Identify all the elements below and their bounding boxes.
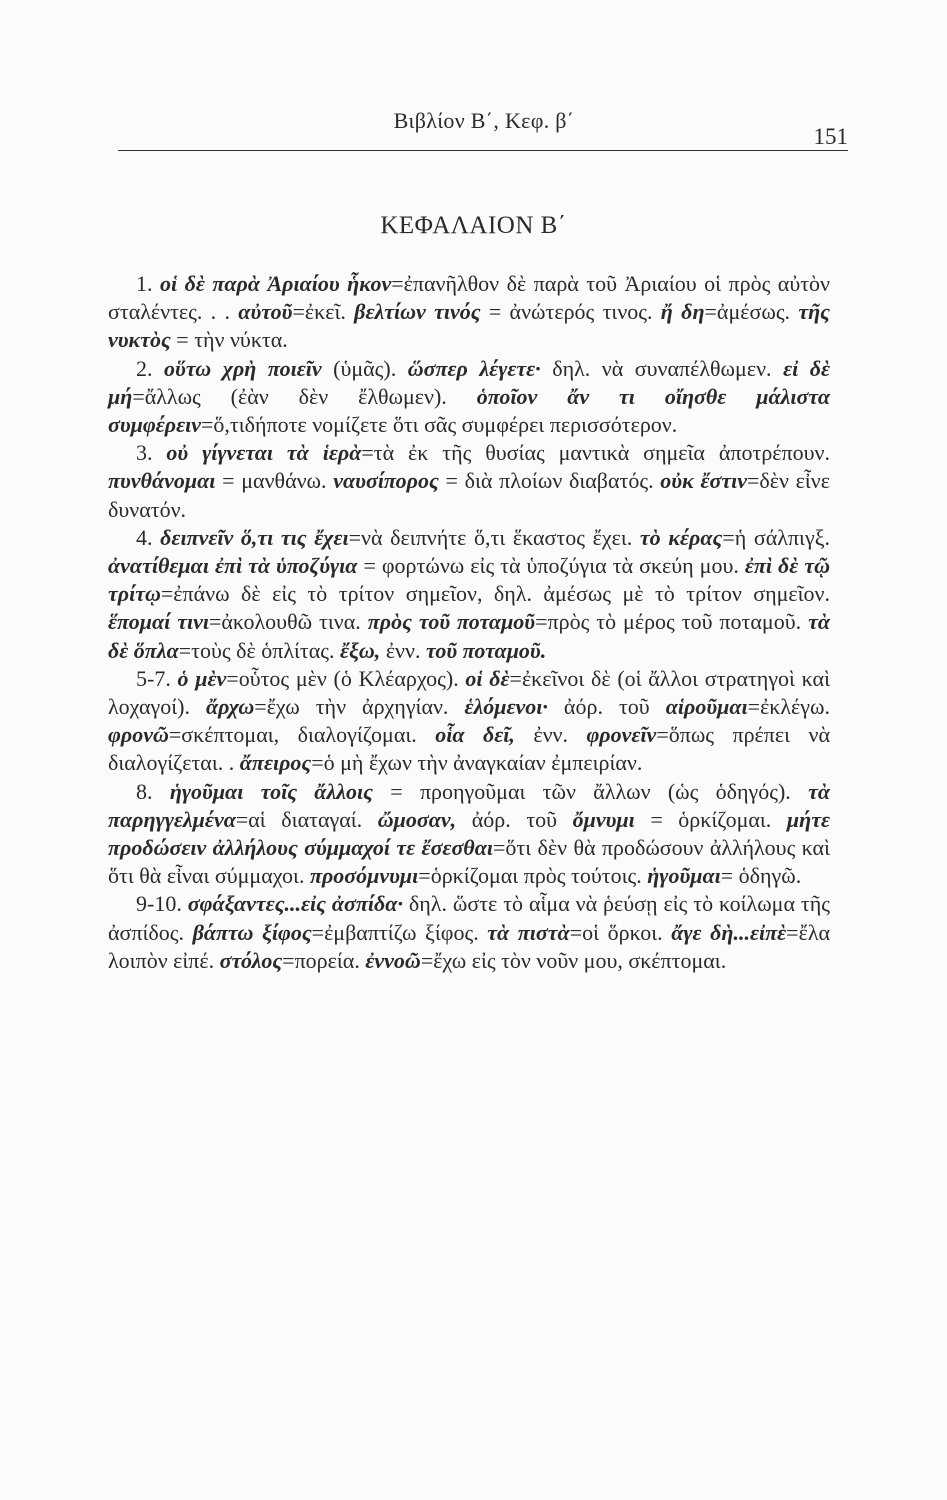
headword: ὥσπερ λέγετε· <box>407 355 541 381</box>
gloss-text: =οὗτος μὲν (ὁ Κλέαρχος). <box>226 665 466 691</box>
headword: οὕτω χρὴ ποιεῖν <box>164 355 322 381</box>
gloss-text: =ἐπάνω δὲ εἰς τὸ τρίτον σημεῖον, δηλ. ἀμέσως μὲ τὸ τρίτον σημεῖον. <box>160 581 830 607</box>
header-rule <box>118 150 848 151</box>
gloss-text: 5-7. <box>136 665 178 691</box>
gloss-text: δηλ. νὰ συναπέλθωμεν. <box>540 355 784 381</box>
headword: εἰ δὲ μή <box>108 355 831 409</box>
gloss-text: =ἄλλως (ἐὰν δὲν ἔλθωμεν). <box>132 383 477 409</box>
gloss-text: =ἐμβαπτίζω ξίφος. <box>311 919 488 945</box>
headword: τὰ παρηγγελμένα <box>108 778 831 832</box>
headword: τὰ δὲ ὅπλα <box>108 609 830 663</box>
headword: ὄμνυμι <box>572 806 635 832</box>
gloss-text: =ἔχω τὴν ἀρχηγίαν. <box>254 694 465 720</box>
gloss-text: 3. <box>136 440 167 466</box>
headword: ναυσίπορος <box>333 468 439 494</box>
gloss-text: = διὰ πλοίων διαβατός. <box>438 468 661 494</box>
headword: ὁποῖον ἄν τι οἴησθε μάλιστα συμφέρειν <box>108 383 830 438</box>
running-head <box>120 108 848 149</box>
gloss-text: =τὰ ἐκ τῆς θυσίας μαντικὰ σημεῖα ἀποτρέπουν. <box>361 440 830 466</box>
headword: φρονῶ <box>108 722 169 748</box>
headword: τῆς νυκτὸς <box>108 299 830 353</box>
headword: ἄπειρος <box>239 750 312 776</box>
gloss-text: =τοὺς δὲ ὁπλίτας. <box>178 637 340 663</box>
gloss-text: 4. <box>136 524 161 550</box>
headword: ἑλόμενοι· <box>464 694 548 720</box>
headword: ἐννοῶ <box>365 947 421 973</box>
gloss-text: =ὅ,τιδήποτε νομίζετε ὅτι σᾶς συμφέρει περισσότερον. <box>201 412 678 438</box>
headword: οἱ δὲ <box>465 665 510 691</box>
gloss-text: = φορτώνω εἰς τὰ ὑποζύγια τὰ σκεύη μου. <box>357 553 745 579</box>
gloss-text: ἐνν. <box>514 722 587 748</box>
gloss-text: 1. <box>136 271 160 296</box>
gloss-text: (ὑμᾶς). <box>321 355 408 381</box>
gloss-text: = μανθάνω. <box>215 468 334 494</box>
page-number: 151 <box>813 124 848 149</box>
gloss-text: = τὴν νύκτα. <box>170 327 288 353</box>
headword: ἕπομαί τινι <box>108 609 209 635</box>
gloss-text: =ὁρκίζομαι πρὸς τούτοις. <box>418 863 648 889</box>
gloss-text: =σκέπτομαι, διαλογίζομαι. <box>168 722 436 748</box>
headword: ὁ μὲν <box>177 665 227 691</box>
gloss-text: ἀόρ. τοῦ <box>547 694 666 720</box>
chapter-title: ΚΕΦΑΛΑΙΟΝ Β΄ <box>380 212 567 239</box>
headword: βελτίων τινός <box>354 299 481 325</box>
gloss-text: = ἀνώτερός τινος. <box>480 299 661 325</box>
commentary-body <box>108 270 830 975</box>
gloss-text: =ἔλα λοιπὸν εἰπέ. <box>108 919 831 973</box>
headword: αὐτοῦ <box>238 299 293 325</box>
headword: στόλος <box>219 947 283 973</box>
gloss-text: 9-10. <box>136 891 188 917</box>
gloss-text: =δὲν εἶνε δυνατόν. <box>108 468 830 522</box>
gloss-text: = ὁδηγῶ. <box>720 863 802 889</box>
gloss-text: =ἐκλέγω. <box>747 694 830 720</box>
headword: βάπτω ξίφος <box>192 919 312 945</box>
headword: σφάξαντες...εἰς ἀσπίδα· <box>187 891 403 917</box>
commentary-paragraph <box>108 355 830 440</box>
gloss-text: =οἱ ὅρκοι. <box>569 919 672 945</box>
gloss-text: =ἡ σάλπιγξ. <box>722 524 830 550</box>
gloss-text: =ἐπανῆλθον δὲ παρὰ τοῦ Ἀριαίου οἱ πρὸς αὐτὸν σταλέντες. . . <box>108 271 831 325</box>
headword: αἱροῦμαι <box>665 694 748 720</box>
gloss-text: δηλ. ὥστε τὸ αἷμα νὰ ῥεύσῃ εἰς τὸ κοίλωμα τῆς ἀσπίδος. <box>108 891 830 945</box>
headword: ἐπὶ δὲ τῷ τρίτῳ <box>108 553 830 607</box>
headword: προσόμνυμι <box>309 863 419 889</box>
commentary-paragraph <box>108 778 830 891</box>
gloss-text: =ἐκεῖνοι δὲ (οἱ ἄλλοι στρατηγοὶ καὶ λοχαγοί). <box>108 665 830 720</box>
commentary-paragraph <box>108 665 830 778</box>
commentary-paragraph <box>108 890 830 975</box>
headword: οἱ δὲ παρὰ Ἀριαίου ἧκον <box>159 271 392 296</box>
gloss-text: =ἐκεῖ. <box>292 299 355 325</box>
headword: φρονεῖν <box>586 722 657 748</box>
headword: ἡγοῦμαι <box>647 863 721 889</box>
gloss-text: 8. <box>136 778 170 804</box>
gloss-text: ἐνν. <box>380 637 426 663</box>
commentary-paragraph <box>108 270 830 355</box>
gloss-text: =ἀμέσως. <box>704 299 799 325</box>
gloss-text: 2. <box>136 355 165 381</box>
headword: οὐκ ἔστιν <box>660 468 747 494</box>
headword: ἀνατίθεμαι ἐπὶ τὰ ὑποζύγια <box>108 553 358 579</box>
running-head-title: Βιβλίον Β΄, Κεφ. β΄ <box>393 108 575 133</box>
headword: πρὸς τοῦ ποταμοῦ <box>367 609 536 635</box>
gloss-text: =πρὸς τὸ μέρος τοῦ ποταμοῦ. <box>535 609 809 635</box>
headword: πυνθάνομαι <box>108 468 216 494</box>
headword: ὤμοσαν, <box>377 806 457 832</box>
gloss-text: ἀόρ. τοῦ <box>456 806 573 832</box>
headword: οἷα δεῖ, <box>435 722 515 748</box>
gloss-text: =πορεία. <box>282 947 366 973</box>
gloss-text: =νὰ δειπνήτε ὅ,τι ἕκαστος ἔχει. <box>348 524 640 550</box>
gloss-text: = προηγοῦμαι τῶν ἄλλων (ὡς ὁδηγός). <box>372 778 809 804</box>
headword: τὰ πιστὰ <box>487 919 570 945</box>
headword: ἄρχω <box>205 694 255 720</box>
headword: τοῦ ποταμοῦ. <box>425 637 547 663</box>
headword: ἔξω, <box>339 637 381 663</box>
headword: ἤ δη <box>660 299 705 325</box>
headword: ἡγοῦμαι τοῖς ἄλλοις <box>169 778 373 804</box>
gloss-text: =ὅπως πρέπει νὰ διαλογίζεται. . <box>108 722 830 776</box>
headword: ἄγε δὴ...εἰπὲ <box>671 919 787 945</box>
commentary-paragraph <box>108 524 830 665</box>
headword: τὸ κέρας <box>639 524 723 550</box>
gloss-text: =ἔχω εἰς τὸν νοῦν μου, σκέπτομαι. <box>420 947 727 973</box>
gloss-text: = ὁρκίζομαι. <box>634 806 787 832</box>
headword: οὐ γίγνεται τὰ ἱερὰ <box>166 440 362 466</box>
gloss-text: =αἱ διαταγαί. <box>235 806 378 832</box>
commentary-paragraph <box>108 439 830 524</box>
gloss-text: =ὁ μὴ ἔχων τὴν ἀναγκαίαν ἐμπειρίαν. <box>311 750 643 776</box>
gloss-text: =ὅτι δὲν θὰ προδώσουν ἀλλήλους καὶ ὅτι θὰ εἶναι σύμμαχοι. <box>108 835 830 889</box>
headword: μήτε προδώσειν ἀλλήλους σύμμαχοί τε ἔσεσθαι <box>108 806 830 861</box>
headword: δειπνεῖν ὅ,τι τις ἔχει <box>160 524 349 550</box>
gloss-text: =ἀκολουθῶ τινα. <box>208 609 368 635</box>
